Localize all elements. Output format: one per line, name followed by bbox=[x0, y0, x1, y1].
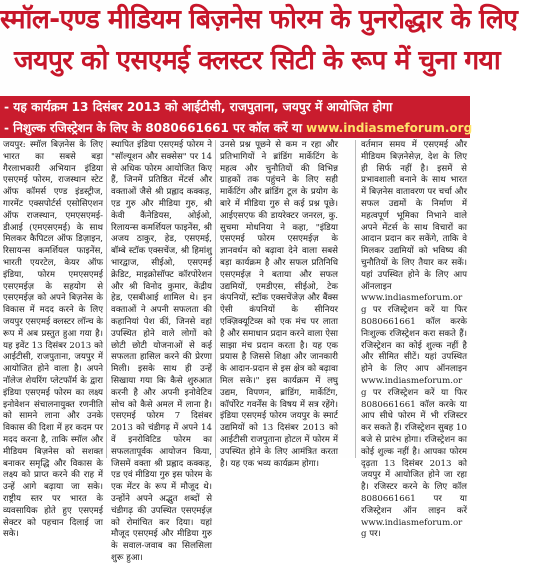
article-column-3 bbox=[220, 140, 338, 469]
deck-registration-text: - निशुल्क रजिस्ट्रेशन के लिए के 8080661661 पर कॉल करें या bbox=[4, 121, 307, 135]
article-body bbox=[0, 140, 470, 563]
headline-line-2: जयपुर को एसएमई क्लस्टर सिटी के रूप में चुना गया bbox=[14, 45, 501, 76]
article-column-4 bbox=[361, 140, 467, 540]
column-2-text: स्थापित इंडिया एसएमई फोरम ने "सॉल्यूशन और सक्सेस" पर 14 से अधिक फोरम आयोजित किए हैं, जिनमें प्रतिष्ठित मेंटर्स और वक्ताओं जैसे श्री प्रह्लाद कक्कड़, एड गुरु और मीडिया गुरु, श्री केवी कैंनेडियस, ओईओ, रिलायन्स कमर्शियल फाइनेंस, श्री अजय ठाकुर, हेड, एसएमई, बॉम्बे स्टॉक एक्सचेंज, श्री हिमांशु भारद्वाज, सीईओ, एसएमई क्रेडिट, माइक्रोसॉफ्ट कॉरपोरेशन और श्री विनोद कुमार, केंद्रीय हेड, एसबीआई शामिल थे। इन वक्ताओं ने अपनी सफलता की कहानियां पेश कीं, जिनसे वहां उपस्थित होने वाले लोगों को छोटी छोटी योजनाओं से कई सफलता हासिल करने की प्रेरणा मिली। इसके साथ ही उन्हें सिखाया गया कि कैसे शुरुआत करनी है और अपनी इनोवेटिव सोच को कैसे अमल में लाना है। एसएमई फोरम 7 दिसंबर 2013 को चंडीगढ़ में अपने 14 वें इनरोविटिड फोरम का सफलतापूर्वक आयोजन किया, जिसमें वक्ता श्री प्रह्लाद कक्कड़, एड एवं मीडिया गुरु इस फोरम के एक मेंटर के रूप में मौजूद थे। उन्होंने अपने अद्भुत शब्दों से चंडीगढ़ की उपस्थित एसएमईज़ को रोमांचित कर दिया। यहां मौजूद एसएमई और मीडिया गुरु के सवाल-जवाब का सिलसिला शुरू हुआ। bbox=[111, 140, 212, 563]
deck-registration-info bbox=[0, 118, 545, 138]
deck-event-info: - यह कार्यक्रम 13 दिसंबर 2013 को आईटीसी, राजपुताना, जयपुर में आयोजित होगा bbox=[0, 96, 470, 118]
column-divider bbox=[355, 140, 356, 458]
column-divider bbox=[215, 140, 216, 458]
deck-registration-url[interactable]: www.indiasmeforum.org bbox=[306, 121, 473, 135]
column-divider bbox=[106, 140, 107, 458]
deck-registration-tail: पर लॉग इन करें bbox=[472, 121, 545, 135]
article-column-1 bbox=[3, 140, 103, 540]
column-4-text: वर्तमान समय में एसएमई और मीडियम बिज़नेसेज़, देश के लिए ही सिर्फ नहीं है। इसमें से प्रभावशाली बनाने के साथ भारत में बिज़नेस वातावरण पर चर्चा और सफल उद्यमों के निर्माण में महत्वपूर्ण भूमिका निभाने वाले अपने मेंटर्स के साथ विचारों का आदान प्रदान कर सकेंगे, ताकि वे मिलकर उद्यमियों को भविष्य की चुनौतियों के लिए तैयार कर सकें। यहां उपस्थित होने के लिए आप ऑनलाइन www.indiasmeforum.org पर रजिस्ट्रेशन करें या फिर 8080661661 कॉल करके निःशुल्क रजिस्ट्रेशन करा सकते हैं। रजिस्ट्रेशन का कोई शुल्क नहीं है और सीमित सीटें। यहां उपस्थित होने के लिए आप ऑनलाइन www.indiasmeforum.org पर रजिस्ट्रेशन करें या फिर 8080661661 कॉल करके या आप सीधे फोरम में भी रजिस्टर कर सकते हैं। रजिस्ट्रेशन सुबह 10 बजे से प्रारंभ होगा। रजिस्ट्रेशन का कोई शुल्क नहीं है। आपका फोरम दृढ़ता 13 दिसंबर 2013 को जयपुर में आयोजित होने जा रहा है। रजिस्टर करने के लिए कॉल 8080661661 पर या रजिस्ट्रेशन ऑन लाइन करें www.indiasmeforum.org पर। bbox=[361, 140, 467, 540]
column-3-text: उनसे प्रश्न पूछने से कम न रहा और प्रतिभागियों ने ब्रांडिंग मार्केटिंग के महत्व और चुनौतियों की विभिन्न ग्राहकों तक पहुंचने के लिए सही मार्केटिंग और ब्रांडिंग टूल के प्रयोग के बारे में मीडिया गुरु से कई प्रश्न पूछे। आईएसएफ की डायरेक्टर जनरल, कु. सुचमा मोधनिया ने कहा, "इंडिया एसएमई फोरम एसएमईज़ के ज्ञानवर्धन को बढ़ावा देने वाला सबसे बड़ा कार्यक्रम है और सफल प्रतिनिधि एसएमईज़ ने बताया और सफल उद्यमियों, एमडीएस, सीईओ, टेक कंपनियों, स्टॉक एक्सचेंजेज़ और बैंक्स ऐसी कंपनियों के सीनियर एक्ज़िक्यूटिव्स को एक मंच पर लाता है और समाधान प्रदान करने वाला ऐसा साझा मंच प्रदान करता है। यह एक प्रयास है जिससे शिक्षा और जानकारी के आदान-प्रदान से इस क्षेत्र को बढ़ावा मिल सके।" इस कार्यक्रम में लघु उद्यम, विपणन, ब्रांडिंग, मार्केटिंग, कॉर्पोरेट गवर्नेंस के विषय में सत्र रहेंगे। इंडिया एसएमई फोरम जयपुर के स्मार्ट उद्यमियों को 13 दिसंबर 2013 को आईटीसी राजपुताना होटल में फोरम में उपस्थित होने के लिए आमंत्रित करता है। यह एक भव्य कार्यक्रम होगा। bbox=[220, 140, 338, 469]
headline-line-1: स्मॉल-एण्ड मीडियम बिज़नेस फोरम के पुनरोद्धार के लिए bbox=[0, 4, 518, 35]
column-1-text: जयपुर: स्मॉल बिज़नेस के लिए भारत का सबसे बड़ा गैरलाभकारी अभियान इंडिया एसएमई फोरम, राजस्थान स्टेट ऑफ कॉमर्स एण्ड इंडस्ट्रीज, गारमेंट एक्सपोर्टर्स एसोसिएशन ऑफ राजस्थान, एमएसएमई-डीआई (एमएसएमई) के साथ मिलकर कैपिटल ऑफ डिज़ाइन, रिसायन्स कमर्शियल फाइनेंस, भारती एयरटेल, केयर ऑफ इंडिया, फोरम एमएसएमई एसएमईज़ के सहयोग से एसएमईज़ को अपने बिज़नेस के विकास में मदद करने के लिए जयपुर एसएमई क्लस्टर लॉन्च के रूप में अब प्रस्तुत हुआ गया है। यह इवेंट 13 दिसंबर 2013 को आईटीसी, राजपुताना, जयपुर में आयोजित होने वाला है। अपने नॉलेज शेयरिंग प्लेटफॉर्म के द्वारा इंडिया एसएमई फोरम का लक्ष्य इनोवेशन संचालनायुक्त रणनीति को सामने लाना और उनके विकास की दिशा में हर कदम पर मदद करना है, ताकि स्मॉल और मीडियम बिज़नेस को सशक्त बनाकर समृद्धि और विकास के लक्ष्य को प्राप्त करने की राह में उन्हें आगे बढ़ाया जा सके। राष्ट्रीय स्तर पर भारत के व्यवसायिक होते हुए एसएमई सेक्टर को पहचान दिलाई जा सके। bbox=[3, 140, 103, 540]
article-column-2 bbox=[111, 140, 212, 563]
